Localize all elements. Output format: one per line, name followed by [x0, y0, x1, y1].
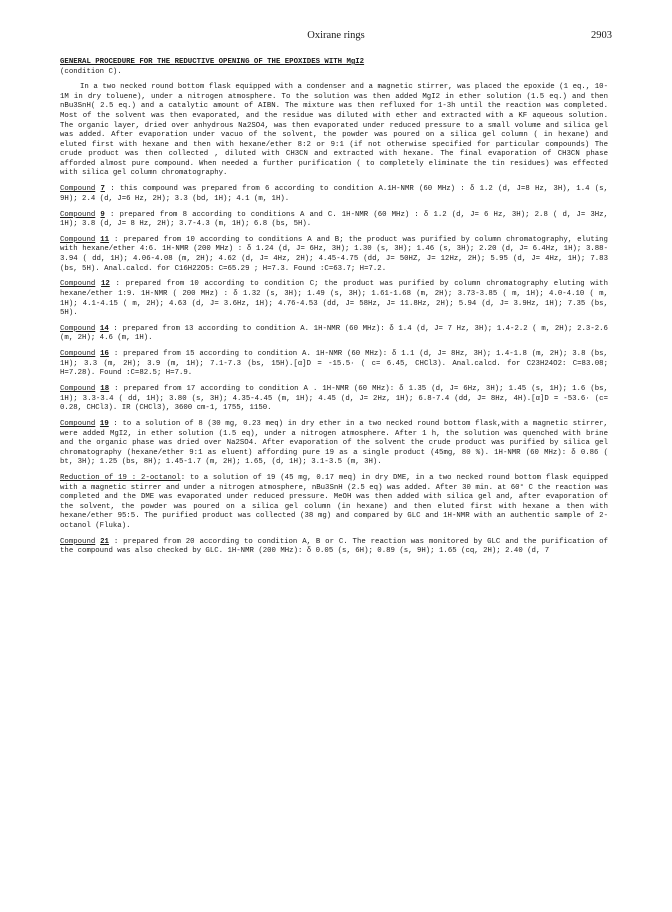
article-body — [60, 58, 608, 563]
compound-text: : prepared from 13 according to condition A. 1H-NMR (60 MHz): δ 1.4 (d, J= 7 Hz, 3H); 1.4-2.2 ( m, 2H); 2.3-2.6 (m, 2H); 4.6 (m, 1H). — [60, 324, 608, 343]
compound-label: Compound — [60, 235, 96, 244]
compound-label: Compound — [60, 185, 96, 194]
procedure-title: GENERAL PROCEDURE FOR THE REDUCTIVE OPENING OF THE EPOXIDES WITH MgI2 — [60, 58, 365, 66]
reduction-entry — [60, 474, 608, 531]
compound-number: 18 — [100, 385, 110, 394]
compound-number: 21 — [100, 537, 109, 546]
compound-label: Compound — [60, 280, 96, 289]
compound-text: : prepared from 15 according to condition A. 1H-NMR (60 MHz): δ 1.1 (d, J= 8Hz, 3H); 1.4-1.8 (m, 2H); 3.8 (bs, 1H); 3.3 (m, 2H); 3.9 (m, 1H); 7.1-7.3 (bs, 15H).[α]D = -15.5· ( c= 6.45, CHCl3). Anal.calcd. for C23H24O2: C=83.08; H=7.28). Found :C=82.5; H=7.9. — [60, 350, 608, 378]
compound-entry — [60, 211, 608, 230]
compound-entry — [60, 538, 608, 557]
compound-label: Compound — [60, 210, 96, 219]
compound-text: : this compound was prepared from 6 according to condition A.1H-NMR (60 MHz) : δ 1.2 (d, J=8 Hz, 3H), 1.4 (s, 9H); 2.4 (d, J=6 Hz, 2H); 3.3 (bd, 1H); 4.1 (m, 1H). — [60, 185, 608, 203]
compound-label: Compound — [60, 350, 96, 359]
compound-entry — [60, 420, 608, 468]
procedure-paragraph — [60, 58, 608, 77]
compound-text: : prepared from 8 according to conditions A and C. 1H-NMR (60 MHz) : δ 1.2 (d, J= 6 Hz, 3H); 2.8 ( d, J= 3Hz, 1H); 3.8 (d, J= 8 Hz, 2H); 3.7-4.3 (m, 1H); 6.8 (bs, 5H). — [60, 210, 608, 229]
compound-entry — [60, 325, 608, 344]
compound-entry — [60, 385, 608, 414]
compound-entry — [60, 280, 608, 318]
page-header — [60, 30, 612, 44]
compound-text: : prepared from 10 according to conditions A and B; the product was purified by column chromatography, eluting with hexane/ether 4:6. 1H-NMR (200 MHz) : δ 1.24 (d, J= 6Hz, 3H); 1.30 (s, 3H); 1.46 (s, 3H); 2.20 (d, J= 6.4Hz, 1H); 3.88-3.94 ( dd, 1H); 4.06-4.08 (m, 2H); 4.62 (d, J= 4Hz, 2H); 4.45-4.75 (dd, J= 50HZ, J= 12Hz, 2H); 5.95 (d, J= 4Hz, 1H); 7.83 (bs, 5H). Anal.calcd. for C16H22O5: C=65.29 ; H=7.3. Found :C=63.7; H=7.2. — [60, 235, 608, 273]
compound-text: : to a solution of 19 (45 mg, 0.17 meq) in dry DME, in a two necked round bottom flask equipped with a magnetic stirrer and under a nitrogen atmosphere, nBu3SnH (2.5 eq) was added. After 30 min. at 60° C the reaction was completed and the DME was evaporated under reduced pressure. MeOH was then added with silica gel and, after evaporation of the solvent, the powder was poured on a silica gel column (in hexane) and then eluted first with hexane a then with hexane/ether 95:5. The purified product was collected (38 mg) and compared by GLC and 1H-NMR with an authentic sample of 2-octanol (Fluka). — [60, 474, 608, 530]
compound-entry — [60, 185, 608, 204]
compound-number: 11 — [100, 235, 110, 244]
procedure-text — [60, 83, 608, 178]
compound-number: 9 — [100, 210, 105, 219]
compound-entry — [60, 350, 608, 379]
compound-number: 12 — [100, 280, 110, 289]
compound-entry — [60, 236, 608, 274]
compound-number: 16 — [100, 350, 109, 359]
compound-label: Compound — [60, 385, 96, 394]
compound-label: Compound — [60, 324, 96, 333]
procedure-body: In a two necked round bottom flask equipped with a condenser and a magnetic stirrer, was placed the epoxide (1 eq., 10-1M in dry toluene), under a nitrogen atmosphere. To the solution was then added MgI2 in ether solution (1.5 eq.) and then nBu3SnH( 2.5 eq.) and a catalytic amount of AIBN. The mixture was then refluxed for 1-3h until the reaction was completed. Most of the solvent was then evaporated, and the residue was diluted with ether and extracted with a KF aqueous solution. The organic layer, dried over anhydrous Na2SO4, was then evaporated under reduced pressure to a small volume and silica gel was added. After evaporation under vacuo of the solvent, the powder was poured on a silica gel column ( in hexane) and eluted first with hexane and then with hexane/ether 8:2 or 9:1 (if not otherwise specified for particular compounds) The crude product was then collected , diluted with CH3CN and extracted with hexane. The final evaporation of CH3CN phase afforded almost pure compound. When needed a further purification ( to completely eliminate the tin residues) was effected with silica gel column chromatography. — [60, 83, 608, 178]
compound-number: 19 — [99, 420, 109, 429]
compound-text: : prepared from 20 according to condition A, B or C. The reaction was monitored by GLC and the purification of the compound was also checked by GLC. 1H-NMR (200 MHz): δ 0.05 (s, 6H); 0.89 (s, 9H); 1.65 (cq, 2H); 2.40 (d, 7 — [60, 537, 608, 556]
page-number: 2903 — [591, 30, 612, 41]
reduction-label: Reduction of 19 : 2-octanol — [60, 474, 181, 483]
compound-label: Compound — [60, 420, 96, 429]
compound-label: Compound — [60, 537, 96, 546]
compound-text: : prepared from 17 according to condition A . 1H-NMR (60 MHz): δ 1.35 (d, J= 6Hz, 3H); 1.45 (s, 1H); 1.6 (bs, 1H); 3.3-3.4 ( dd, 1H); 3.80 (s, 3H); 4.35-4.45 (m, 1H); 4.45 (d, J= 2Hz, 1H); 6.8-7.4 (dd, J= 8Hz, 4H).[α]D = -53.6· (c= 0.28, CHCl3). IR (CHCl3), 3600 cm-1, 1755, 1150. — [60, 385, 608, 413]
compound-text: : prepared from 10 according to condition C; the product was purified by column chromatography eluting with hexane/ether 1:9. 1H-NMR ( 200 MHz) : δ 1.32 (s, 3H); 1.49 (s, 3H); 1.61-1.68 (m, 2H); 3.73-3.85 ( m, 1H); 4.0-4.10 ( m, 1H); 4.1-4.15 ( m, 2H); 4.63 (d, J= 3.6Hz, 1H); 4.76-4.53 (dd, J= 58Hz, J= 11.8Hz, 2H); 5.94 (d, J= 3.9Hz, 1H); 7.35 (bs, 5H). — [60, 280, 608, 318]
procedure-condition: (condition C). — [60, 67, 122, 76]
compound-text: : to a solution of 8 (30 mg, 0.23 meq) in dry ether in a two necked round bottom flask,with a magnetic stirrer, were added MgI2, in ether solution (1.5 eq), under a nitrogen atmosphere. After 1 h, the solution was quenched with brine and the organic phase was dried over Na2SO4. After evaporation of the solvent the crude product was purified by silica gel chromatography (hexane/ether 9:1 as eluent) affording pure 19 as a single product (45mg, 80 %). 1H-NMR (60 MHz): δ 0.86 ( bt, 3H); 1.25 (bs, 8H); 1.45-1.7 (m, 2H); 1.65, (d, 1H); 3.1-3.5 (m, 3H). — [60, 420, 608, 467]
running-title: Oxirane rings — [307, 30, 365, 41]
compound-number: 14 — [99, 324, 109, 333]
compound-number: 7 — [100, 185, 105, 194]
